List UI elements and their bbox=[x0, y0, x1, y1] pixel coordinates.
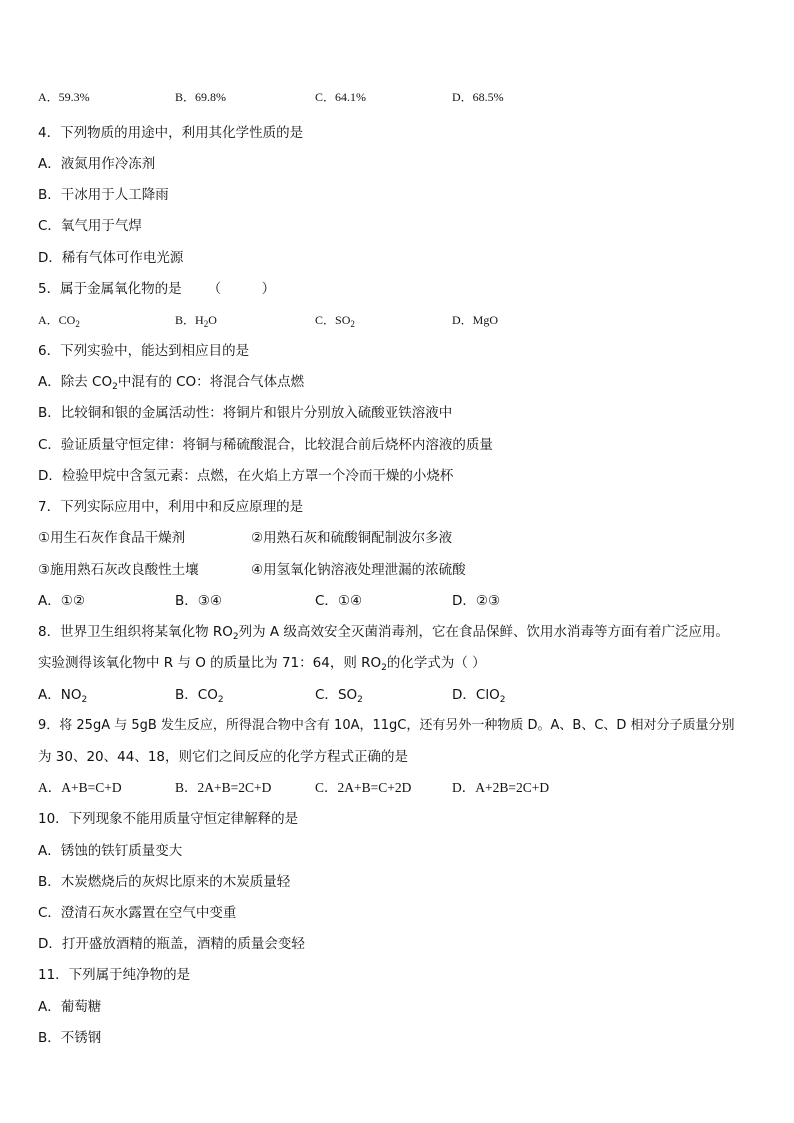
q5-stem: 5．属于金属氧化物的是 bbox=[38, 281, 182, 297]
q3-option-d: D．68.5% bbox=[452, 90, 504, 104]
q6-stem: 6．下列实验中，能达到相应目的是 bbox=[38, 343, 250, 359]
q4-option-d: D．稀有气体可作电光源 bbox=[38, 250, 184, 266]
q9-option-b: B．2A+B=2C+D bbox=[175, 780, 272, 795]
q8-option-c: C．$SO_2$ bbox=[315, 687, 363, 705]
q4-stem: 4．下列物质的用途中，利用其化学性质的是 bbox=[38, 125, 304, 141]
q7-item-2: ②用熟石灰和硫酸铜配制波尔多液 bbox=[251, 530, 453, 546]
q5-stem-line bbox=[38, 280, 275, 298]
q10-option-c: C．澄清石灰水露置在空气中变重 bbox=[38, 905, 237, 921]
q8-option-a: A．$NO_2$ bbox=[38, 687, 88, 705]
q9-stem-line-2: 为 30、20、44、18，则它们之间反应的化学方程式正确的是 bbox=[38, 749, 409, 765]
q7-options bbox=[38, 592, 758, 610]
q7-option-c: C．①④ bbox=[315, 593, 363, 609]
q10-stem: 10．下列现象不能用质量守恒定律解释的是 bbox=[38, 811, 299, 827]
q11-option-a: A．葡萄糖 bbox=[38, 999, 102, 1015]
q3-option-c: C．64.1% bbox=[315, 90, 367, 104]
q9-option-d: D．A+2B=2C+D bbox=[452, 780, 550, 795]
q10-option-d: D．打开盛放酒精的瓶盖，酒精的质量会变轻 bbox=[38, 936, 305, 952]
q9-option-c: C．2A+B=C+2D bbox=[315, 780, 412, 795]
q10-option-b: B．木炭燃烧后的灰烬比原来的木炭质量轻 bbox=[38, 874, 291, 890]
q5-options bbox=[38, 311, 758, 329]
q11-option-b: B．不锈钢 bbox=[38, 1030, 102, 1046]
q9-option-a: A．A+B=C+D bbox=[38, 780, 122, 795]
q7-option-b: B．③④ bbox=[175, 593, 222, 609]
q3-option-b: B．69.8% bbox=[175, 90, 227, 104]
q11-stem: 11．下列属于纯净物的是 bbox=[38, 967, 191, 983]
q7-stem: 7．下列实际应用中，利用中和反应原理的是 bbox=[38, 499, 304, 515]
q5-option-a: A．$CO_2$ bbox=[38, 313, 80, 329]
q6-option-a: A．除去 $CO_2$中混有的 CO：将混合气体点燃 bbox=[38, 374, 305, 392]
q5-option-b: B．$H_2O$ bbox=[175, 313, 217, 329]
q4-option-a: A．液氮用作冷冻剂 bbox=[38, 156, 156, 172]
q7-option-a: A．①② bbox=[38, 593, 85, 609]
q6-option-c: C．验证质量守恒定律：将铜与稀硫酸混合，比较混合前后烧杯内溶液的质量 bbox=[38, 437, 493, 453]
q7-item-1: ①用生石灰作食品干燥剂 bbox=[38, 530, 186, 546]
q3-option-a: A．59.3% bbox=[38, 90, 90, 104]
q9-options bbox=[38, 779, 758, 797]
q8-stem-line-1: 8．世界卫生组织将某氧化物 $RO_2$列为 A 级高效安全灭菌消毒剂，它在食品保鲜、饮用水消毒等方面有着广泛应用。 bbox=[38, 624, 729, 642]
q5-answer-blank: （ ） bbox=[207, 281, 276, 297]
q7-option-d: D．②③ bbox=[452, 593, 501, 609]
q3-options bbox=[38, 88, 758, 106]
q8-option-b: B．$CO_2$ bbox=[175, 687, 224, 705]
q6-option-d: D．检验甲烷中含氢元素：点燃，在火焰上方罩一个冷而干燥的小烧杯 bbox=[38, 468, 454, 484]
q5-option-d: D．MgO bbox=[452, 313, 499, 327]
q10-option-a: A．锈蚀的铁钉质量变大 bbox=[38, 843, 183, 859]
q4-option-c: C．氧气用于气焊 bbox=[38, 218, 142, 234]
q7-item-3: ③施用熟石灰改良酸性土壤 bbox=[38, 562, 199, 578]
q8-stem-line-2: 实验测得该氧化物中 R 与 O 的质量比为 71：64，则 $RO_2$的化学式为（ ） bbox=[38, 655, 486, 673]
q8-options bbox=[38, 686, 758, 704]
q5-option-c: C．$SO_2$ bbox=[315, 313, 355, 329]
q9-stem-line-1: 9．将 25gA 与 5gB 发生反应，所得混合物中含有 10A，11gC，还有另外一种物质 D。A、B、C、D 相对分子质量分别 bbox=[38, 718, 735, 733]
q7-items-row-2 bbox=[38, 561, 758, 579]
q8-option-d: D．ClO$_2$ bbox=[452, 687, 506, 705]
q7-items-row-1 bbox=[38, 529, 758, 547]
q7-item-4: ④用氢氧化钠溶液处理泄漏的浓硫酸 bbox=[251, 562, 466, 578]
q6-option-b: B．比较铜和银的金属活动性：将铜片和银片分别放入硫酸亚铁溶液中 bbox=[38, 405, 453, 421]
q4-option-b: B．干冰用于人工降雨 bbox=[38, 187, 169, 203]
